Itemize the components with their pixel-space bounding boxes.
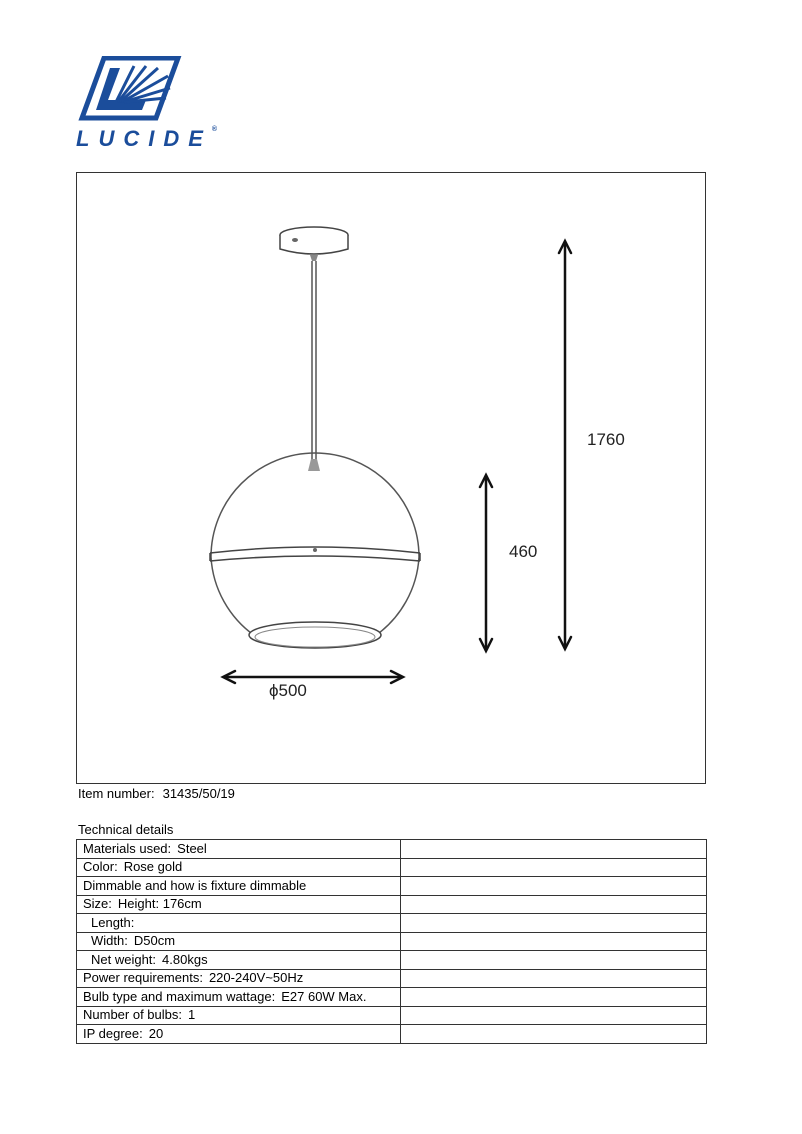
height-shade-arrow [480,475,492,651]
spec-empty-cell [401,1025,707,1044]
table-row [77,1006,707,1025]
spec-empty-cell [401,969,707,988]
spec-label-cell [77,914,401,933]
spec-label-cell [77,840,401,859]
spec-label-cell [77,1025,401,1044]
spec-label: Dimmable and how is fixture dimmable [83,877,307,893]
spec-label-cell [77,877,401,896]
spec-label: Net weight: [91,951,157,967]
spec-empty-cell [401,988,707,1007]
spec-empty-cell [401,932,707,951]
spec-label: Bulb type and maximum wattage: [83,988,276,1004]
spec-label: Materials used: [83,840,172,856]
spec-empty-cell [401,1006,707,1025]
spec-label-cell [77,951,401,970]
spec-value: D50cm [133,933,176,949]
spec-label: Length: [91,914,135,930]
table-row [77,969,707,988]
spec-empty-cell [401,914,707,933]
table-row [77,914,707,933]
spec-label-cell [77,858,401,877]
table-row [77,1025,707,1044]
item-number-value: 31435/50/19 [162,786,235,801]
spec-value: Height: 176cm [117,896,202,912]
table-row [77,858,707,877]
spec-label-cell [77,932,401,951]
table-row [77,877,707,896]
spec-value: E27 60W Max. [281,988,367,1004]
spec-value: 1 [188,1007,196,1023]
spec-label-cell [77,1006,401,1025]
spec-empty-cell [401,858,707,877]
spec-label-cell [77,969,401,988]
height-total-label: 1760 [587,430,625,449]
technical-details-title: Technical details [78,822,174,837]
brand-name: LUCIDE® [76,126,218,151]
spec-label-cell [77,988,401,1007]
diameter-arrow [223,671,403,683]
spec-value: Rose gold [123,859,183,875]
table-row [77,951,707,970]
spec-value: Steel [177,840,207,856]
lucide-logo [76,56,226,160]
spec-label: Power requirements: [83,970,203,986]
table-row [77,988,707,1007]
table-row [77,840,707,859]
spec-label-cell [77,895,401,914]
globe-shade [210,453,420,648]
spec-empty-cell [401,895,707,914]
item-number [78,786,235,801]
spec-label: Color: [83,859,118,875]
spec-empty-cell [401,877,707,896]
spec-label: Size: [83,896,112,912]
height-total-arrow [559,241,571,649]
lucide-logo-mark [76,56,186,124]
technical-details-table [76,839,707,1044]
spec-label: Width: [91,933,128,949]
spec-label: Number of bulbs: [83,1007,182,1023]
height-shade-label: 460 [509,542,538,561]
pendant-lamp-drawing [77,173,707,785]
table-row [77,895,707,914]
ceiling-canopy [280,227,348,254]
spec-value: 4.80kgs [162,951,208,967]
spec-empty-cell [401,840,707,859]
table-row [77,932,707,951]
item-number-label: Item number: [78,786,155,801]
spec-value: 20 [148,1025,164,1041]
spec-value: 220-240V~50Hz [208,970,304,986]
suspension-rod [308,255,320,471]
diameter-label: ϕ500 [269,681,307,700]
technical-drawing [76,172,706,784]
spec-label: IP degree: [83,1025,143,1041]
spec-empty-cell [401,951,707,970]
